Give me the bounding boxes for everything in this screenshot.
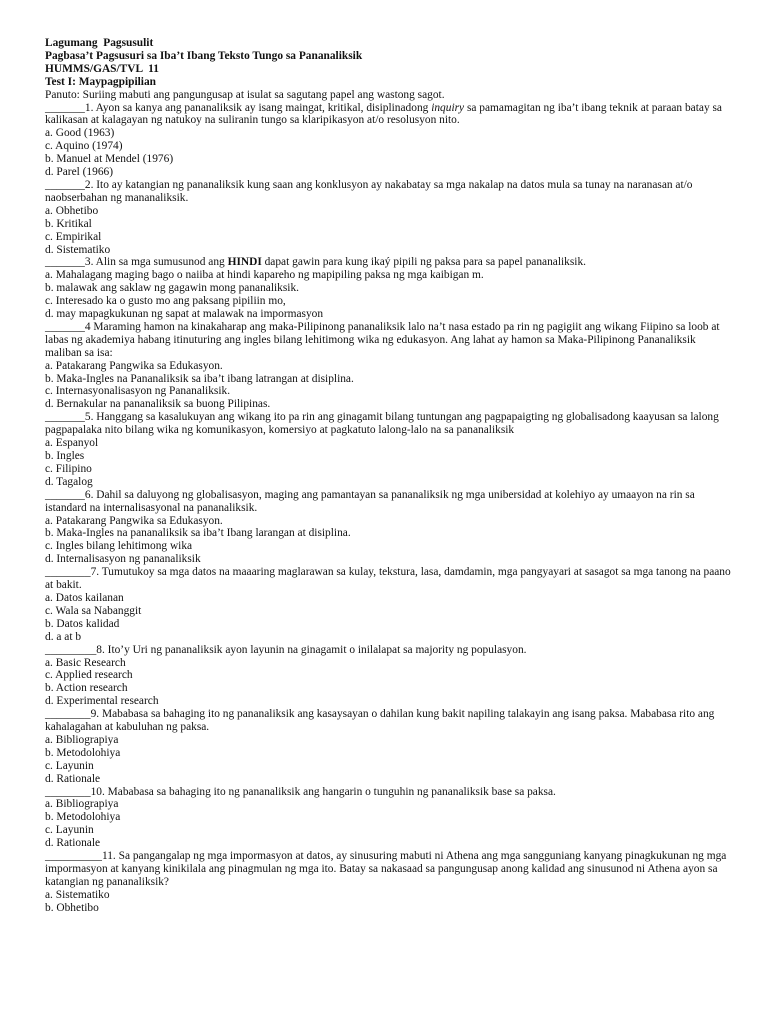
answer-blank: ________ bbox=[45, 566, 91, 579]
strand-label: HUMMS/GAS/TVL 11 bbox=[45, 62, 159, 75]
answer-option: c. Aquino (1974) bbox=[45, 140, 123, 153]
answer-blank: _______ bbox=[45, 411, 85, 424]
answer-option: c. Empirikal bbox=[45, 230, 102, 243]
question-pre: Ayon sa kanya ang pananaliksik ay isang maingat, kritikal, disiplinadong bbox=[95, 101, 432, 114]
subject-title: Pagbasa’t Pagsusuri sa Iba’t Ibang Teksto Tungo sa Pananaliksik bbox=[45, 49, 363, 62]
question-item bbox=[45, 256, 735, 321]
question-num: 4 bbox=[84, 320, 94, 333]
question-pre: Maraming hamon na kinakaharap ang maka-Pilipinong pananaliksik lalo na’t nasa estado pa rin ng pagigiit ang wikang Fiipino sa loob at labas ng akademiya habang itinuturing ang ingles bilang lehitimong wika ng edukasyon. Ang lahat ay hamon sa Maka-Pilipinong Pananaliksik maliban sa isa: bbox=[45, 320, 720, 359]
question-item bbox=[45, 850, 735, 915]
answer-option: a. Patakarang Pangwika sa Edukasyon. bbox=[45, 359, 223, 372]
answer-option: b. Maka-Ingles na pananaliksik sa iba’t Ibang larangan at disiplina. bbox=[45, 527, 351, 540]
answer-option: b. Metodolohiya bbox=[45, 746, 121, 759]
answer-option: c. Wala sa Nabanggit bbox=[45, 604, 142, 617]
answer-blank: _______ bbox=[45, 320, 85, 333]
question-stem bbox=[45, 321, 735, 360]
answer-option: b. Obhetibo bbox=[45, 901, 99, 914]
answer-option: a. Obhetibo bbox=[45, 204, 99, 217]
question-pre: Sa pangangalap ng mga impormasyon at datos, ay sinusuring mabuti ni Athena ang mga sangguniang kanyang pinagkukunan ng mga impormasyon at kanyang kinikilala ang pinagmulan ng mga ito. Batay sa nakasaad sa pangungusap anong kalidad ang sinusunod ni Athena ayon sa katangian ng pananaliksik? bbox=[45, 850, 727, 888]
document-title: Lagumang Pagsusulit bbox=[45, 37, 154, 49]
answer-option: d. Rationale bbox=[45, 837, 101, 850]
question-em: inquiry bbox=[431, 101, 465, 114]
answer-blank: _______ bbox=[45, 178, 85, 191]
answer-blank: _______ bbox=[45, 256, 85, 269]
question-stem bbox=[45, 256, 735, 269]
answer-option: a. Sistematiko bbox=[45, 888, 110, 901]
question-item bbox=[45, 644, 735, 709]
question-num: 6. bbox=[84, 488, 97, 501]
answer-option: b. Kritikal bbox=[45, 217, 92, 230]
answer-option: d. may mapagkukunan ng sapat at malawak na impormasyon bbox=[45, 308, 324, 321]
answer-option: c. Ingles bilang lehitimong wika bbox=[45, 540, 193, 553]
question-item bbox=[45, 566, 735, 643]
answer-option: b. malawak ang saklaw ng gagawin mong pananaliksik. bbox=[45, 282, 300, 295]
answer-blank: ________ bbox=[45, 785, 91, 798]
answer-option: b. Action research bbox=[45, 682, 128, 695]
question-post: dapat gawin para kung ikaý pipili ng paksa para sa papel pananaliksik. bbox=[261, 256, 586, 269]
answer-option: a. Patakarang Pangwika sa Edukasyon. bbox=[45, 514, 223, 527]
document-page bbox=[45, 37, 735, 915]
answer-option: d. Sistematiko bbox=[45, 243, 111, 256]
question-item bbox=[45, 102, 735, 179]
question-num: 2. bbox=[84, 178, 97, 191]
question-item bbox=[45, 708, 735, 785]
question-item bbox=[45, 321, 735, 411]
question-pre: Tumutukoy sa mga datos na maaaring maglarawan sa kulay, tekstura, lasa, damdamin, mga pangyayari at sasagot sa mga tanong na paano at bakit. bbox=[45, 566, 731, 592]
question-pre: Mababasa sa bahaging ito ng pananaliksik ang kasaysayan o dahilan kung bakit napiling talakayin ang isang paksa. Mababasa rito ang kahalagahan at kabuluhan ng paksa. bbox=[45, 708, 715, 734]
question-pre: Dahil sa daluyong ng globalisasyon, maging ang pamantayan sa pananaliksik ng mga unibersidad at kolehiyo ay umaayon na rin sa istandard na internalisasyonal na pananaliksik. bbox=[45, 488, 695, 514]
question-item bbox=[45, 411, 735, 488]
answer-blank: _________ bbox=[45, 643, 97, 656]
question-num: 11. bbox=[101, 850, 119, 863]
answer-option: d. a at b bbox=[45, 630, 82, 643]
answer-option: c. Applied research bbox=[45, 669, 133, 682]
question-num: 10. bbox=[90, 785, 108, 798]
answer-option: d. Experimental research bbox=[45, 695, 159, 708]
question-pre: Alin sa mga sumusunod ang bbox=[95, 256, 228, 269]
answer-blank: _______ bbox=[45, 101, 85, 114]
answer-option: a. Good (1963) bbox=[45, 127, 115, 140]
question-stem bbox=[45, 489, 735, 515]
answer-option: a. Mahalagang maging bago o naiiba at hindi kapareho ng mapipiling paksa ng mga kaibigan m. bbox=[45, 269, 484, 282]
question-stem bbox=[45, 566, 735, 592]
question-item bbox=[45, 489, 735, 566]
answer-option: b. Metodolohiya bbox=[45, 811, 121, 824]
answer-option: c. Interesado ka o gusto mo ang paksang pipiliin mo, bbox=[45, 295, 286, 308]
question-stem bbox=[45, 179, 735, 205]
answer-blank: __________ bbox=[45, 850, 102, 863]
question-num: 5. bbox=[84, 411, 97, 424]
instructions: Panuto: Suriing mabuti ang pangungusap at isulat sa sagutang papel ang wastong sagot. bbox=[45, 88, 445, 101]
answer-option: a. Bibliograpiya bbox=[45, 733, 119, 746]
answer-option: b. Datos kalidad bbox=[45, 617, 120, 630]
answer-option: d. Bernakular na pananaliksik sa buong Pilipinas. bbox=[45, 398, 271, 411]
answer-option: a. Bibliograpiya bbox=[45, 798, 119, 811]
answer-option: b. Maka-Ingles na Pananaliksik sa iba’t ibang latrangan at disiplina. bbox=[45, 372, 354, 385]
answer-blank: ________ bbox=[45, 708, 91, 721]
question-pre: Ito’y Uri ng pananaliksik ayon layunin na ginagamit o inilalapat sa majority ng populasyon. bbox=[107, 643, 527, 656]
question-pre: Ito ay katangian ng pananaliksik kung saan ang konklusyon ay nakabatay sa mga nakalap na datos mula sa tunay na naranasan at/o naobserbahan ng mananaliksik. bbox=[45, 178, 693, 204]
question-pre: Hanggang sa kasalukuyan ang wikang ito pa rin ang ginagamit bilang tuntungan ang pagpapaigting ng globalisadong kaayusan sa lalong pagpapalaka nito bilang wika ng komunikasyon, komersiyo at pagkatuto lalong-lalo na sa pananaliksik bbox=[45, 411, 719, 437]
answer-option: d. Rationale bbox=[45, 772, 101, 785]
answer-option: c. Layunin bbox=[45, 824, 94, 837]
answer-option: b. Ingles bbox=[45, 450, 85, 462]
answer-option: c. Filipino bbox=[45, 462, 92, 475]
question-num: 1. bbox=[84, 101, 96, 114]
question-list bbox=[45, 102, 735, 915]
question-num: 8. bbox=[96, 643, 108, 656]
question-stem bbox=[45, 411, 735, 437]
answer-option: d. Internalisasyon ng pananaliksik bbox=[45, 553, 201, 566]
answer-option: b. Manuel at Mendel (1976) bbox=[45, 153, 174, 166]
test-heading: Test I: Maypagpipilian bbox=[45, 75, 156, 88]
answer-blank: _______ bbox=[45, 488, 85, 501]
question-strong: HINDI bbox=[227, 256, 262, 269]
question-stem bbox=[45, 786, 735, 799]
answer-option: d. Parel (1966) bbox=[45, 166, 114, 179]
answer-option: a. Espanyol bbox=[45, 437, 99, 450]
question-stem bbox=[45, 850, 735, 889]
question-pre: Mababasa sa bahaging ito ng pananaliksik ang hangarin o tunguhin ng pananaliksik base sa paksa. bbox=[107, 785, 556, 798]
answer-option: d. Tagalog bbox=[45, 475, 93, 488]
question-post: sa pamamagitan ng iba’t ibang teknik at paraan batay sa kalikasan at kalagayan ng natukoy na suliranin tungo sa klaripikasyon at/o resolusyon nito. bbox=[45, 101, 722, 127]
question-stem bbox=[45, 644, 735, 657]
question-stem bbox=[45, 708, 735, 734]
answer-option: c. Internasyonalisasyon ng Pananaliksik. bbox=[45, 385, 231, 398]
question-num: 3. bbox=[84, 256, 96, 269]
question-item bbox=[45, 179, 735, 256]
answer-option: c. Layunin bbox=[45, 759, 94, 772]
answer-option: a. Basic Research bbox=[45, 656, 126, 669]
question-stem bbox=[45, 102, 735, 128]
question-item bbox=[45, 786, 735, 851]
answer-option: a. Datos kailanan bbox=[45, 591, 124, 604]
question-num: 9. bbox=[90, 708, 102, 721]
question-num: 7. bbox=[90, 566, 102, 579]
